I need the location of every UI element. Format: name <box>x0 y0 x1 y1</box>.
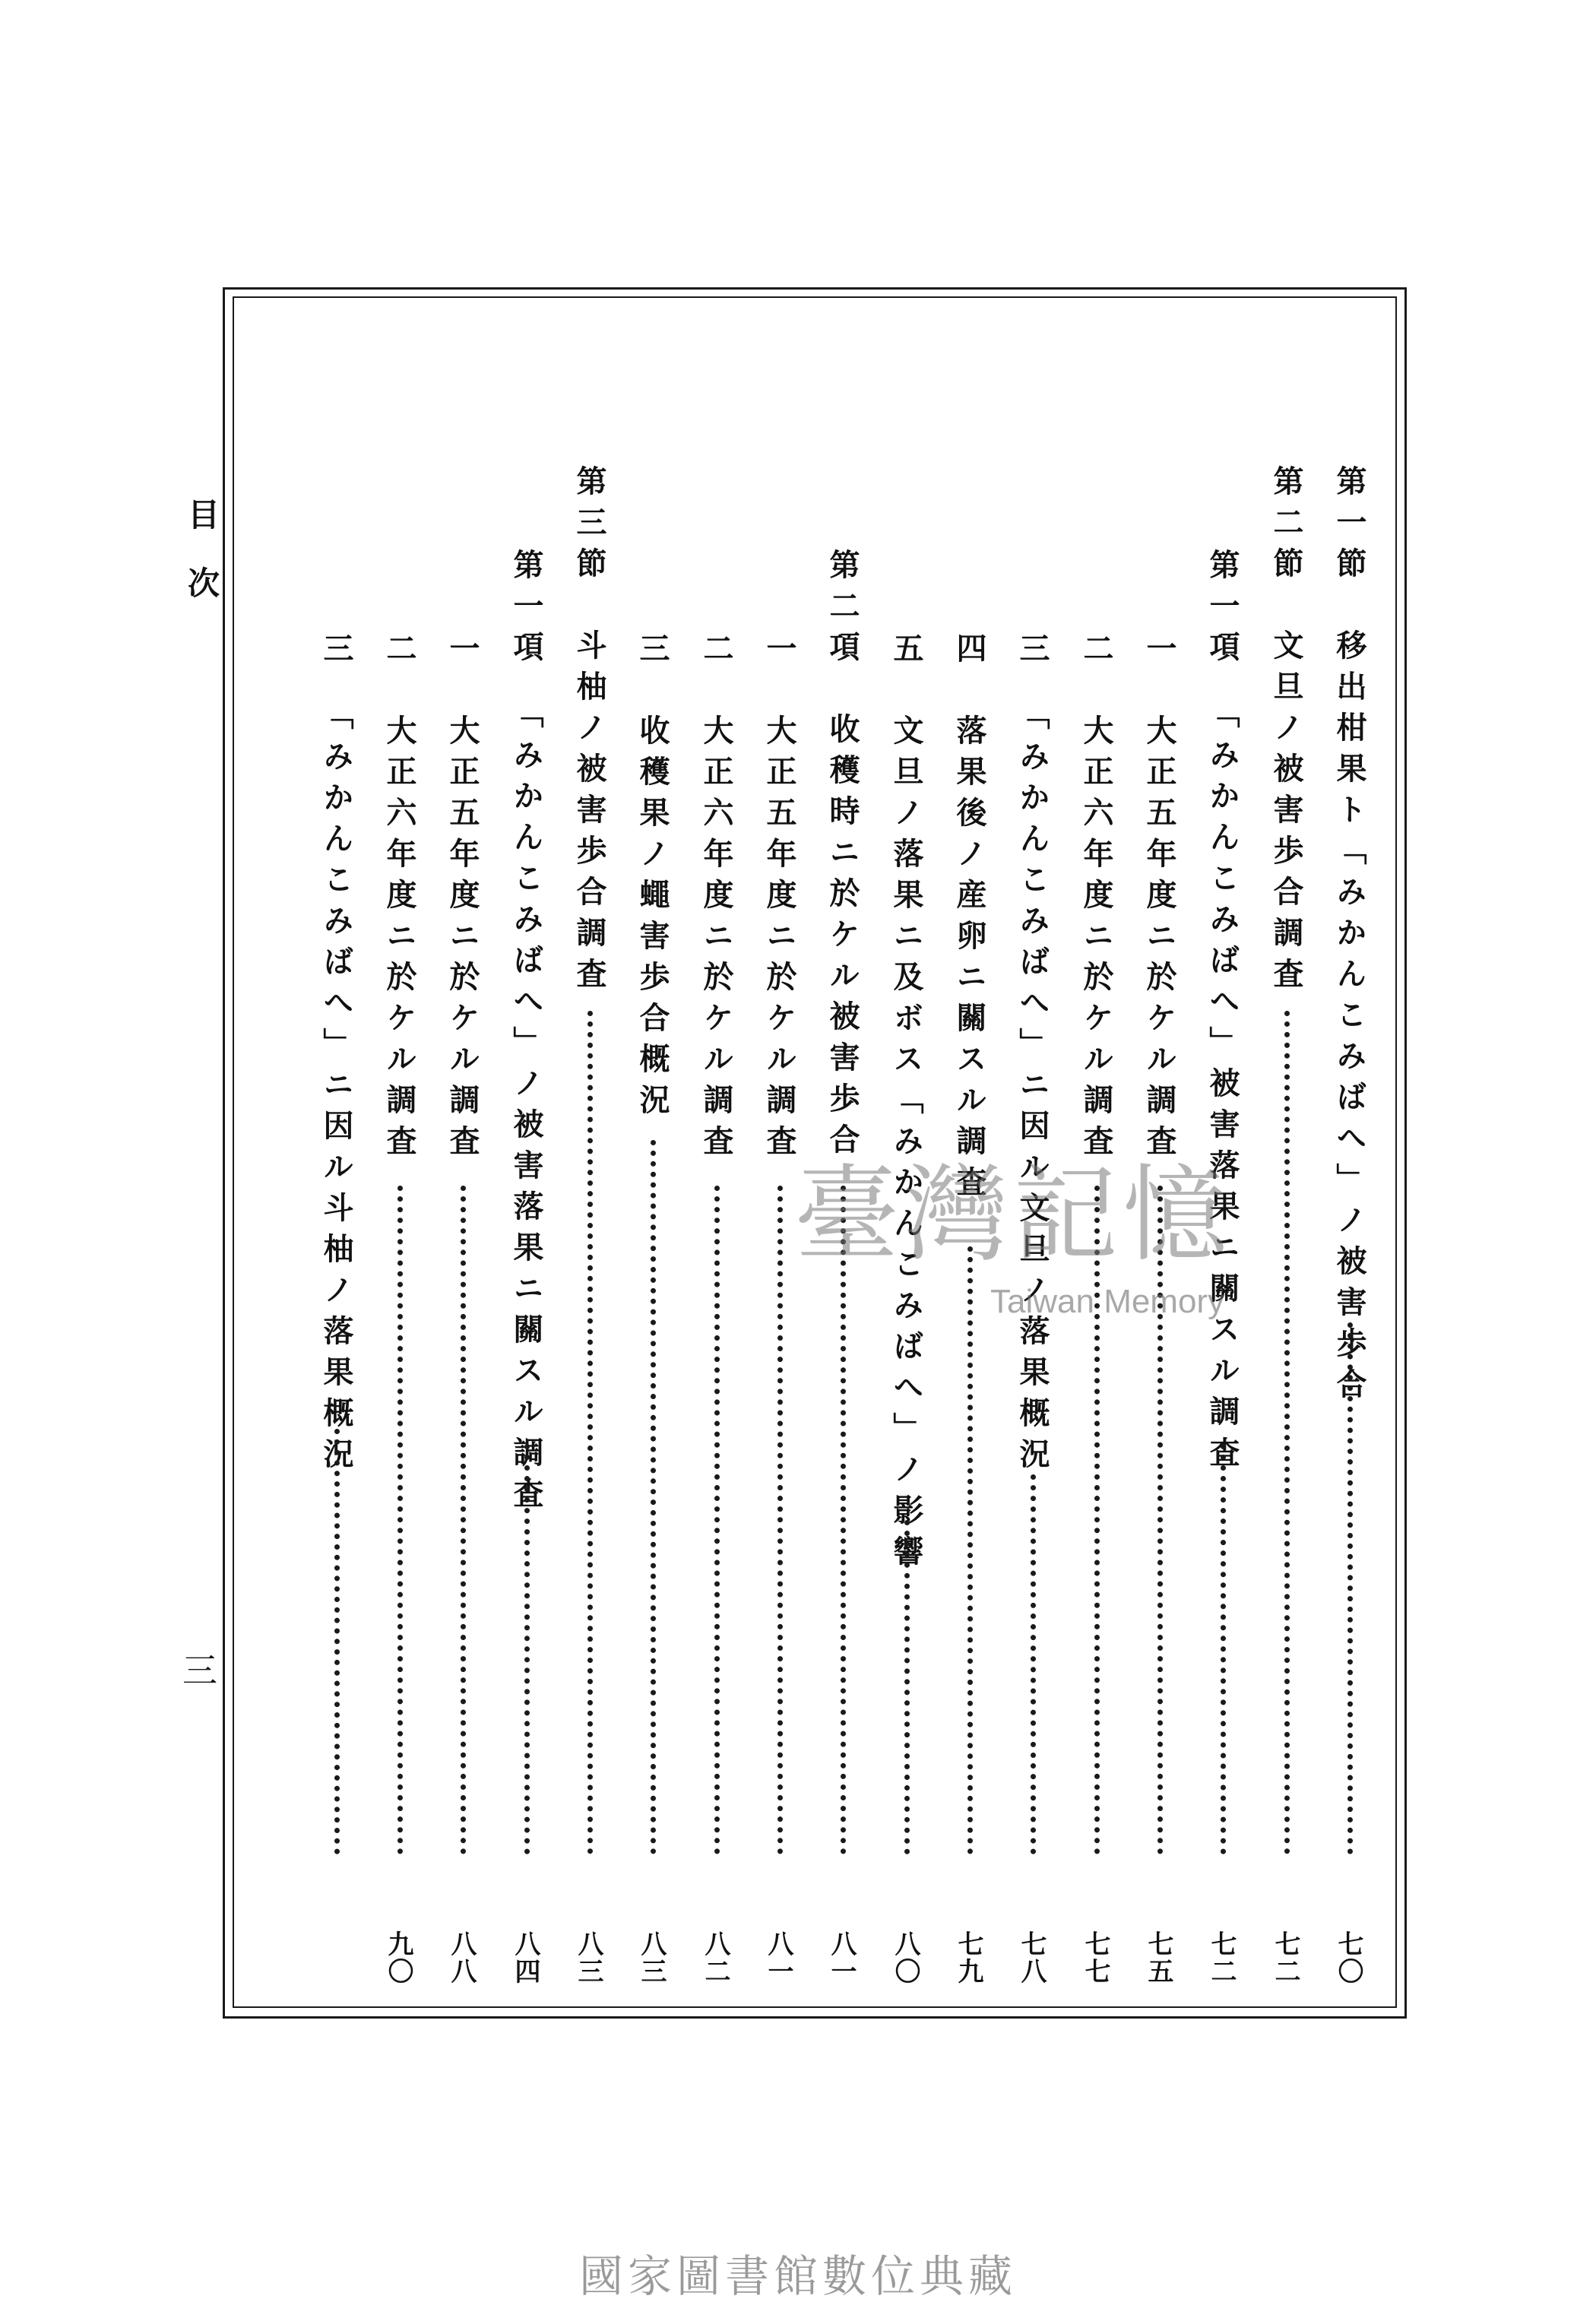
toc-page-7: 七九 <box>953 1930 983 1985</box>
toc-entry-11: 二 大正六年度ニ於ケル調査 <box>698 632 734 1166</box>
leader-dots <box>587 1011 593 1854</box>
toc-page-11: 八二 <box>700 1930 730 1985</box>
toc-page-16: 九〇 <box>383 1930 413 1985</box>
leader-dots <box>397 1186 403 1854</box>
toc-entry-6: 三 「みかんこみばへ」ニ因ル文旦ノ落果概況 <box>1015 632 1050 1479</box>
leader-dots <box>714 1186 720 1854</box>
toc-page-3: 七二 <box>1206 1930 1237 1985</box>
leader-dots <box>1284 1011 1290 1854</box>
toc-page-5: 七七 <box>1080 1930 1110 1985</box>
toc-entry-17: 三 「みかんこみばへ」ニ因ル斗柚ノ落果概況 <box>318 632 354 1479</box>
toc-entry-9: 第二項 收穫時ニ於ケル被害歩合 <box>825 549 860 1164</box>
toc-entry-7: 四 落果後ノ産卵ニ關スル調査 <box>952 632 987 1207</box>
leader-dots <box>651 1140 656 1854</box>
toc-entry-2: 第二節 文旦ノ被害歩合調査 <box>1268 465 1304 999</box>
running-title: 目次 <box>183 498 220 635</box>
toc-entry-14: 第一項 「みかんこみばへ」ノ被害落果ニ關スル調査 <box>508 549 544 1518</box>
toc-entry-8: 五 文旦ノ落果ニ及ボス「みかんこみばへ」ノ影響 <box>888 632 924 1576</box>
leader-dots <box>334 1429 340 1854</box>
toc-page-9: 八一 <box>826 1930 857 1985</box>
library-stamp: 國家圖書館數位典藏 <box>578 2250 1017 2302</box>
leader-dots <box>1347 1322 1353 1854</box>
leader-dots <box>904 1520 910 1854</box>
leader-dots <box>1221 1444 1226 1854</box>
watermark-subtitle: Taiwan Memory <box>990 1283 1225 1320</box>
toc-entry-10: 一 大正五年度ニ於ケル調査 <box>762 632 797 1166</box>
toc-page-4: 七五 <box>1143 1930 1173 1985</box>
leader-dots <box>1094 1186 1100 1854</box>
toc-entry-3: 第一項 「みかんこみばへ」被害落果ニ關スル調査 <box>1205 549 1240 1477</box>
leader-dots <box>1031 1474 1036 1854</box>
toc-page-12: 八三 <box>636 1930 667 1985</box>
toc-page-1: 七〇 <box>1333 1930 1363 1985</box>
toc-page-10: 八一 <box>763 1930 793 1985</box>
toc-entry-1: 第一節 移出柑果ト「みかんこみばへ」ノ被害歩合 <box>1332 465 1367 1409</box>
toc-page-15: 八八 <box>446 1930 477 1985</box>
leader-dots <box>461 1186 466 1854</box>
toc-page-8: 八〇 <box>890 1930 920 1985</box>
toc-entry-13: 第三節 斗柚ノ被害歩合調査 <box>572 465 607 999</box>
watermark-text: 臺灣記憶 <box>794 1154 1233 1276</box>
toc-page-14: 八四 <box>510 1930 540 1985</box>
leader-dots <box>841 1186 846 1854</box>
leader-dots <box>524 1444 530 1854</box>
toc-entry-12: 三 收穫果ノ蠅害歩合概況 <box>635 632 670 1125</box>
leader-dots <box>967 1246 973 1854</box>
leader-dots <box>777 1186 783 1854</box>
toc-page-6: 七八 <box>1016 1930 1047 1985</box>
toc-entry-16: 二 大正六年度ニ於ケル調査 <box>382 632 417 1166</box>
toc-entry-4: 一 大正五年度ニ於ケル調査 <box>1142 632 1177 1166</box>
page-folio: 三 <box>182 1650 217 1691</box>
toc-page-13: 八三 <box>573 1930 603 1985</box>
toc-page-2: 七二 <box>1270 1930 1300 1985</box>
toc-entry-5: 二 大正六年度ニ於ケル調査 <box>1078 632 1114 1166</box>
toc-entry-15: 一 大正五年度ニ於ケル調査 <box>445 632 480 1166</box>
leader-dots <box>1157 1186 1163 1854</box>
